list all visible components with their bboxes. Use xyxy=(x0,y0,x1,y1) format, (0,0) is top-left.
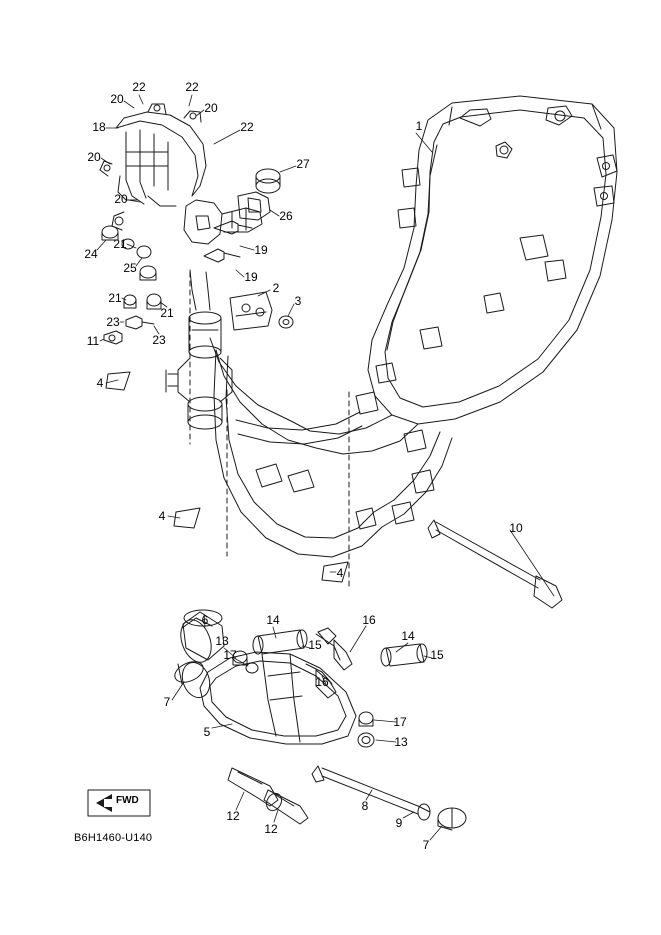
callout-number-25: 25 xyxy=(123,261,137,275)
callout-number-14: 14 xyxy=(401,629,415,643)
callout-number-11: 11 xyxy=(86,334,100,348)
callout-number-2: 2 xyxy=(272,281,280,295)
part-code-label: B6H1460-U140 xyxy=(74,832,153,844)
callout-number-13: 13 xyxy=(215,634,229,648)
callout-number-8: 8 xyxy=(361,799,369,813)
callout-number-1: 1 xyxy=(415,119,423,133)
callout-number-9: 9 xyxy=(395,816,403,830)
callout-number-19: 19 xyxy=(244,270,258,284)
callout-number-16: 16 xyxy=(362,613,376,627)
callout-number-21: 21 xyxy=(108,291,122,305)
callout-number-20: 20 xyxy=(110,92,124,106)
callout-number-20: 20 xyxy=(114,192,128,206)
callout-number-7: 7 xyxy=(422,838,430,852)
callout-number-15: 15 xyxy=(430,648,444,662)
callout-number-17: 17 xyxy=(223,648,237,662)
callout-number-20: 20 xyxy=(87,150,101,164)
callout-number-4: 4 xyxy=(96,376,104,390)
callout-number-13: 13 xyxy=(394,735,408,749)
callout-number-26: 26 xyxy=(279,209,293,223)
callout-number-17: 17 xyxy=(393,715,407,729)
fwd-direction-label: FWD xyxy=(116,795,139,806)
callout-number-23: 23 xyxy=(106,315,120,329)
callout-number-4: 4 xyxy=(158,509,166,523)
main-frame-body xyxy=(190,96,617,586)
callout-number-21: 21 xyxy=(113,237,127,251)
callout-number-22: 22 xyxy=(185,80,199,94)
swingarm-assembly xyxy=(172,520,562,830)
callout-number-18: 18 xyxy=(92,120,106,134)
callout-number-14: 14 xyxy=(266,613,280,627)
leader-lines xyxy=(97,92,554,840)
callout-number-24: 24 xyxy=(84,247,98,261)
callout-number-20: 20 xyxy=(204,101,218,115)
callout-number-23: 23 xyxy=(152,333,166,347)
callout-number-12: 12 xyxy=(264,822,278,836)
bracket-assembly xyxy=(102,169,348,582)
callout-number-22: 22 xyxy=(132,80,146,94)
callout-number-22: 22 xyxy=(240,120,254,134)
callout-number-16: 16 xyxy=(315,675,329,689)
callout-number-6: 6 xyxy=(201,613,209,627)
callout-number-7: 7 xyxy=(163,695,171,709)
callout-number-4: 4 xyxy=(336,566,344,580)
callout-number-10: 10 xyxy=(509,521,523,535)
callout-number-12: 12 xyxy=(226,809,240,823)
callout-number-15: 15 xyxy=(308,638,322,652)
callout-number-21: 21 xyxy=(160,306,174,320)
upper-subframe xyxy=(100,104,206,230)
steering-head-assembly xyxy=(166,270,232,429)
callout-number-5: 5 xyxy=(203,725,211,739)
callout-number-27: 27 xyxy=(296,157,310,171)
callout-number-19: 19 xyxy=(254,243,268,257)
callout-number-3: 3 xyxy=(294,294,302,308)
